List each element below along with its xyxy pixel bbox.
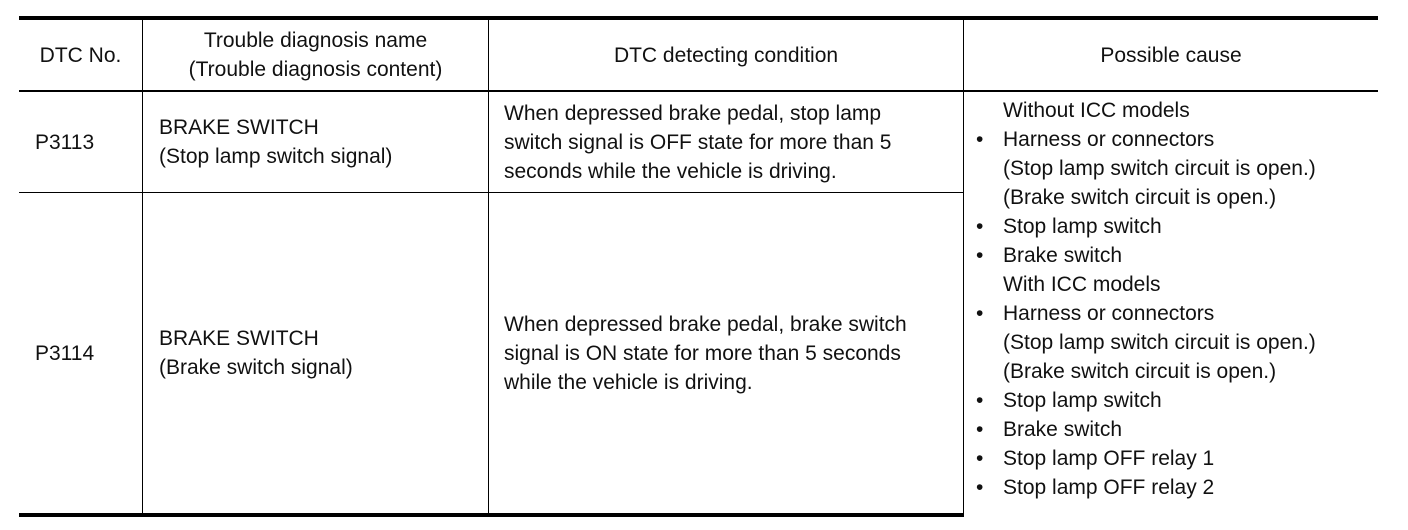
dtc-code: P3113 bbox=[19, 91, 143, 193]
bullet: • bbox=[976, 476, 984, 499]
header-trouble-diagnosis-name bbox=[143, 18, 489, 91]
cause-text: Stop lamp OFF relay 2 bbox=[1003, 476, 1215, 499]
header-dtc-no: DTC No. bbox=[19, 18, 143, 91]
detecting-condition-cell bbox=[489, 91, 964, 193]
diagnosis-name-cell bbox=[143, 91, 489, 193]
possible-cause-cell bbox=[964, 91, 1379, 515]
bullet: • bbox=[976, 215, 984, 238]
condition-line: while the vehicle is driving. bbox=[504, 370, 753, 394]
cause-text: Harness or connectors bbox=[1003, 302, 1215, 325]
cause-text: (Brake switch circuit is open.) bbox=[1003, 360, 1277, 383]
bullet: • bbox=[976, 418, 984, 441]
cause-text: Stop lamp OFF relay 1 bbox=[1003, 447, 1215, 470]
cause-text: Brake switch bbox=[1003, 418, 1123, 441]
cause-text: Without ICC models bbox=[1003, 99, 1190, 122]
diagnosis-name: BRAKE SWITCH bbox=[159, 327, 319, 350]
bullet: • bbox=[976, 244, 984, 267]
condition-line: seconds while the vehicle is driving. bbox=[504, 159, 837, 183]
cause-item bbox=[976, 183, 1378, 212]
bullet: • bbox=[976, 389, 984, 412]
cause-item bbox=[976, 154, 1378, 183]
cause-text: Harness or connectors bbox=[1003, 128, 1215, 151]
diagnosis-name: BRAKE SWITCH bbox=[159, 116, 319, 139]
cause-item bbox=[976, 357, 1378, 386]
cause-item bbox=[976, 270, 1378, 299]
header-row bbox=[19, 18, 1378, 91]
header-detecting-condition: DTC detecting condition bbox=[489, 18, 964, 91]
bullet: • bbox=[976, 447, 984, 470]
cause-item bbox=[976, 299, 1378, 328]
cause-item bbox=[976, 96, 1378, 125]
table-row bbox=[19, 91, 1378, 193]
cause-item bbox=[976, 125, 1378, 154]
cause-text: (Brake switch circuit is open.) bbox=[1003, 186, 1277, 209]
cause-text: Brake switch bbox=[1003, 244, 1123, 267]
header-name-line1: Trouble diagnosis name bbox=[203, 29, 428, 52]
cause-text: With ICC models bbox=[1003, 273, 1161, 296]
diagnosis-name-cell bbox=[143, 193, 489, 516]
bullet: • bbox=[976, 128, 984, 151]
cause-item bbox=[976, 241, 1378, 270]
cause-text: (Stop lamp switch circuit is open.) bbox=[1003, 331, 1316, 354]
condition-line: signal is ON state for more than 5 seconds bbox=[504, 341, 901, 365]
cause-item bbox=[976, 328, 1378, 357]
cause-item bbox=[976, 444, 1378, 473]
cause-text: (Stop lamp switch circuit is open.) bbox=[1003, 157, 1316, 180]
condition-line: When depressed brake pedal, stop lamp bbox=[504, 101, 882, 125]
header-possible-cause: Possible cause bbox=[964, 18, 1379, 91]
diagnosis-content: (Stop lamp switch signal) bbox=[159, 145, 393, 168]
cause-item bbox=[976, 415, 1378, 444]
cause-text: Stop lamp switch bbox=[1003, 389, 1162, 412]
dtc-code: P3114 bbox=[19, 193, 143, 516]
dtc-table bbox=[19, 16, 1378, 517]
bullet: • bbox=[976, 302, 984, 325]
cause-item bbox=[976, 473, 1378, 502]
condition-line: switch signal is OFF state for more than 5 bbox=[504, 130, 892, 154]
detecting-condition-cell bbox=[489, 193, 964, 516]
condition-line: When depressed brake pedal, brake switch bbox=[504, 312, 907, 336]
cause-item bbox=[976, 212, 1378, 241]
diagnosis-content: (Brake switch signal) bbox=[159, 356, 353, 379]
cause-text: Stop lamp switch bbox=[1003, 215, 1162, 238]
cause-item bbox=[976, 386, 1378, 415]
header-name-line2: (Trouble diagnosis content) bbox=[188, 58, 443, 81]
